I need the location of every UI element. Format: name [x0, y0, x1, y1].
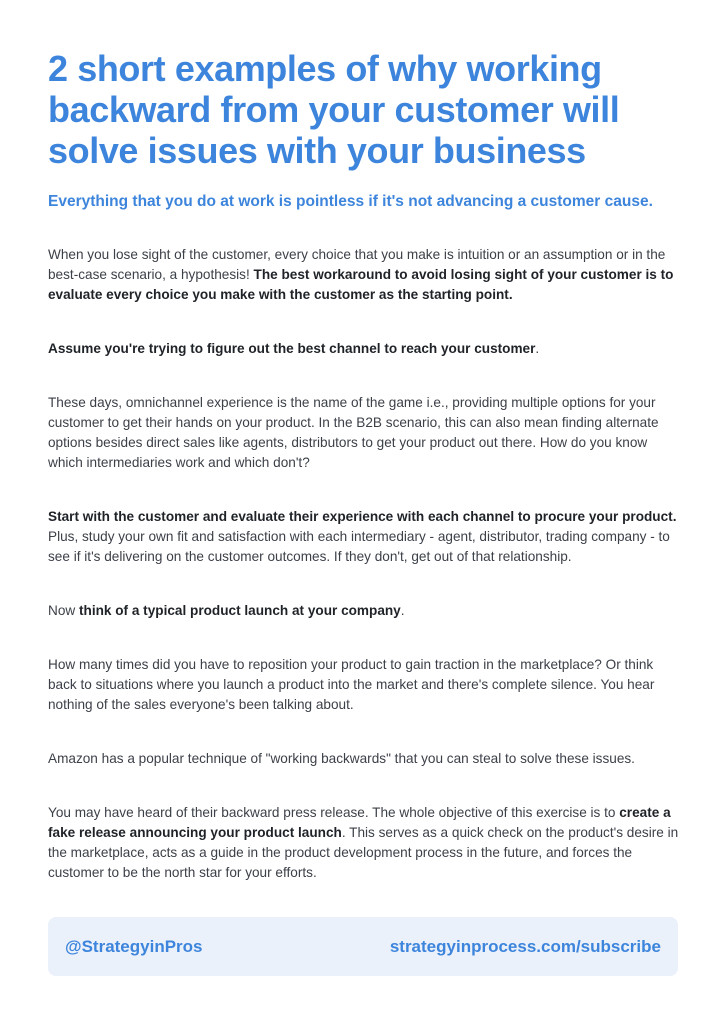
footer-banner — [48, 917, 678, 976]
paragraph-2 — [48, 339, 680, 359]
paragraph-7-text: Amazon has a popular technique of "working backwards" that you can steal to solve these issues. — [48, 751, 635, 766]
page-title: 2 short examples of why working backward from your customer will solve issues with your business — [48, 48, 620, 171]
paragraph-1-text: When you lose sight of the customer, every choice that you make is intuition or an assumption or in the best-case scenario, a hypothesis! — [48, 247, 666, 282]
paragraph-6-text: How many times did you have to reposition your product to gain traction in the marketplace? Or think back to situations where you launch a product into the market and there's complete silence. You hear nothing of the sales everyone's been talking about. — [48, 657, 655, 712]
paragraph-8-start: You may have heard of their backward press release. The whole objective of this exercise is to — [48, 805, 620, 820]
paragraph-3-text: These days, omnichannel experience is the name of the game i.e., providing multiple options for your customer to get their hands on your product. In the B2B scenario, this can also mean finding alternate options besides direct sales like agents, distributors to get your product out there. How do you know which intermediaries work and which don't? — [48, 395, 659, 470]
paragraph-1 — [48, 245, 680, 305]
paragraph-4 — [48, 507, 680, 567]
paragraph-2-end: . — [535, 341, 540, 356]
twitter-handle-link[interactable]: @StrategyinPros — [65, 936, 203, 956]
paragraph-5 — [48, 601, 680, 621]
paragraph-5-bold: think of a typical product launch at your company — [78, 603, 401, 618]
paragraph-4-text: Plus, study your own fit and satisfaction with each intermediary - agent, distributor, trading company - to see if it's delivering on the customer outcomes. If they don't, get out of that relationship. — [48, 529, 670, 564]
paragraph-3 — [48, 393, 680, 473]
paragraph-8-end: . This serves as a quick check on the product's desire in the marketplace, acts as a guide in the product development process in the future, and forces the customer to be the north star for your efforts. — [48, 825, 679, 880]
paragraph-8-bold: create a fake release announcing your product launch — [48, 805, 671, 840]
paragraph-5-end: . — [400, 603, 405, 618]
paragraph-7 — [48, 749, 680, 769]
paragraph-2-bold: Assume you're trying to figure out the best channel to reach your customer — [48, 341, 536, 356]
paragraph-1-bold: The best workaround to avoid losing sight of your customer is to evaluate every choice you make with the customer as the starting point. — [48, 267, 674, 302]
paragraph-6 — [48, 655, 680, 715]
article — [48, 48, 680, 883]
paragraph-5-start: Now — [48, 603, 79, 618]
paragraph-8 — [48, 803, 680, 883]
paragraph-4-bold: Start with the customer and evaluate their experience with each channel to procure your product. — [48, 509, 677, 524]
subscribe-url-link[interactable]: strategyinprocess.com/subscribe — [389, 936, 661, 956]
subtitle: Everything that you do at work is pointless if it's not advancing a customer cause. — [48, 193, 653, 210]
